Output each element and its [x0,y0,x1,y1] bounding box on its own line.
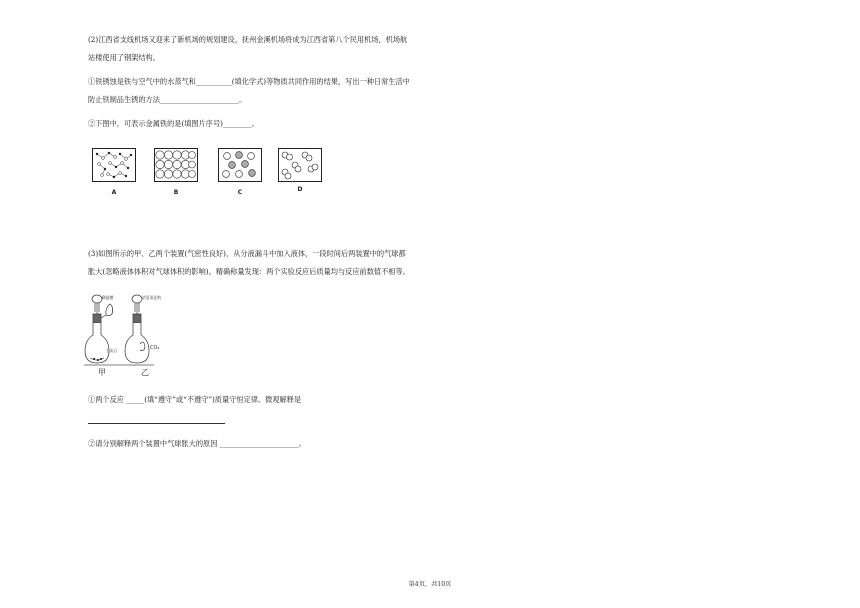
answer-blank-line [88,423,225,424]
apparatus-flask-label-right: CO₂ [150,345,160,351]
question-conservation: ①两个反应 _____(填“遵守”或“不遵守”)质量守恒定律。微观解释是 [88,395,302,404]
figure-box-d [278,148,322,182]
figure-b-atoms [155,149,196,180]
apparatus-illustration [84,292,180,368]
figure-label-c: C [237,189,243,196]
figure-box-a [92,148,136,182]
figure-label-b: B [173,189,179,196]
apparatus-funnel-label-left: 稀盐酸 [102,295,114,300]
apparatus-label-yi: 乙 [141,368,149,377]
question-text-intro-2: 站楼使用了钢架结构。 [88,53,160,62]
question-part3-line-2: 胀大(忽略液体体积对气球体积的影响)。精确称量发现：两个实验反应后质量均与反应前数值不相等。 [88,267,410,276]
page-footer: 第4页，共10页 [408,581,452,588]
apparatus-funnel-label-right: 浓氢氧化钠 [142,295,161,300]
figure-label-d: D [297,186,303,193]
question-part3-line-1: (3)如图所示的甲、乙两个装置(气密性良好)，从分液漏斗中加入液体，一段时间后两装置中的气球都 [88,249,406,258]
figure-box-c [218,148,262,182]
figure-box-b [154,148,198,182]
question-text-intro-1: (2)江西省支线机场又迎来了新机场的规划建设，抚州金溪机场将成为江西省第八个民用机场，机场航 [88,35,408,44]
apparatus-flask-label-left: 石灰石 [106,348,118,353]
figure-a-molecules [93,149,134,180]
question-rust-line-1: ①铁锈蚀是铁与空气中的水蒸气和__________(填化学式)等物质共同作用的结果，写出一种日常生活中 [88,77,410,86]
figure-d-molecules [279,149,320,180]
apparatus-label-jia: 甲 [98,368,106,377]
question-rust-line-2: 防止铁制品生锈的方法______________________。 [88,95,247,104]
question-iron-figure: ②下图中，可表示金属铁的是(填图片序号)________。 [88,119,259,128]
figure-c-particles [219,149,260,180]
figure-label-a: A [111,189,117,196]
question-balloon-reason: ②请分别解释两个装置中气球胀大的原因 ______________________。 [88,439,306,448]
